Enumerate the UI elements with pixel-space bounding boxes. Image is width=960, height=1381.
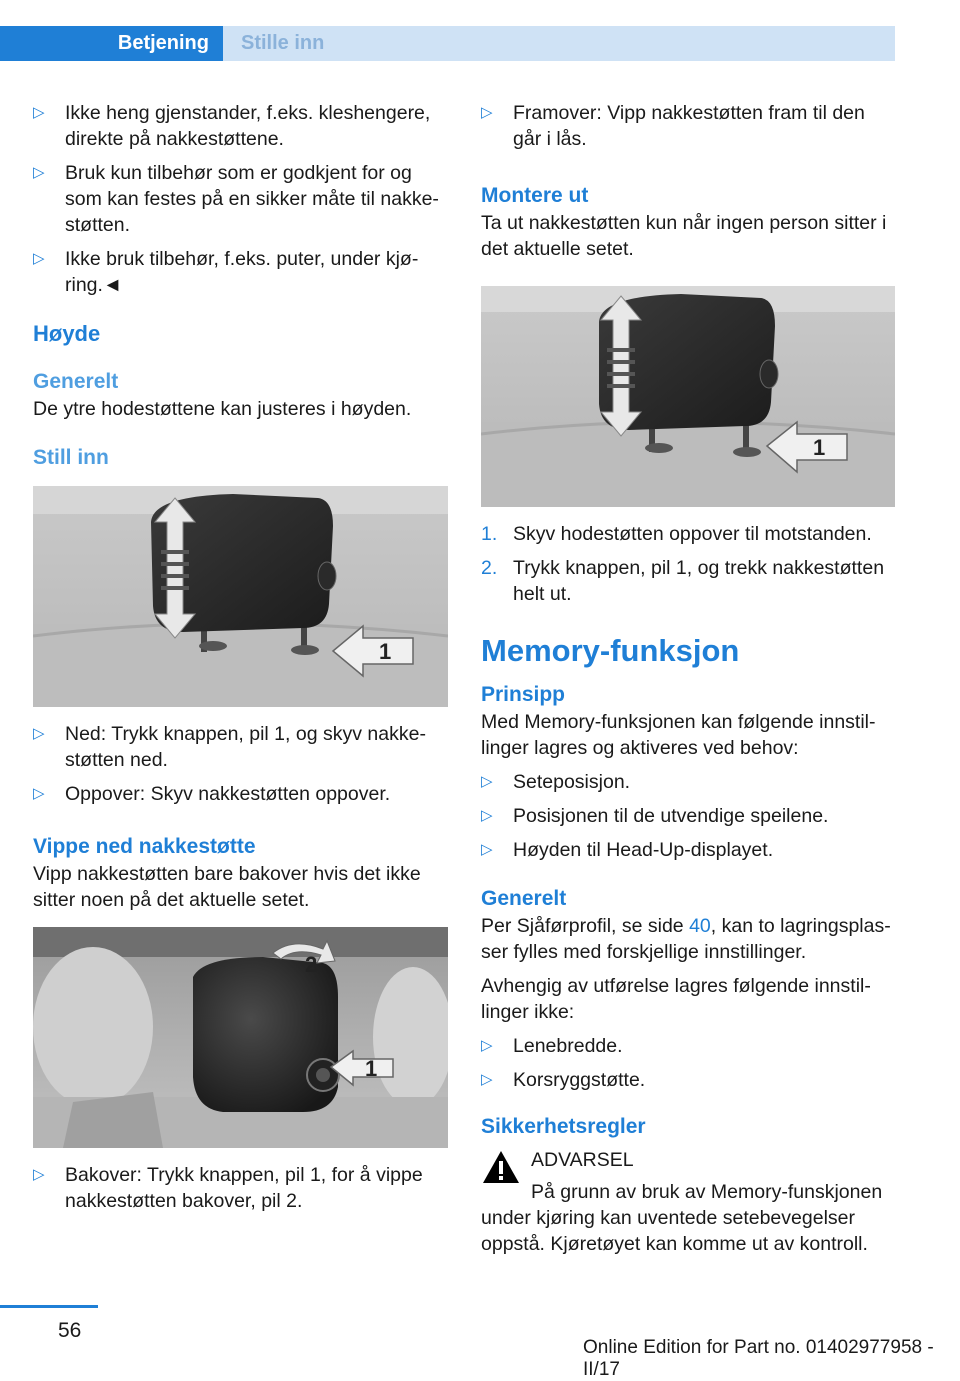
heading-vippe-ned: Vippe ned nakkestøtte <box>33 835 256 858</box>
text-montere-ut: Ta ut nakkestøtten kun når ingen person sitter i det aktuelle setet. <box>481 212 887 260</box>
avhengig-bullet-list <box>481 1033 896 1093</box>
list-item: ▷ Lenebredde. <box>481 1035 623 1057</box>
list-item: ▷ Bakover: Trykk knappen, pil 1, for å vippe nakkestøtten bakover, pil 2. <box>33 1164 423 1212</box>
headrest-height-illustration <box>33 486 448 707</box>
warning-text-continued: under kjøring kan uventede setebevegelser oppstå. Kjøretøyet kan komme ut av kontroll. <box>481 1207 868 1255</box>
triangle-bullet-icon: ▷ <box>481 1037 493 1054</box>
list-item: ▷ Oppover: Skyv nakkestøtten oppover. <box>33 783 391 805</box>
list-item: ▷ Seteposisjon. <box>481 771 631 793</box>
footer-rule <box>0 1305 98 1308</box>
left-column <box>33 100 448 1222</box>
heading-hoyde: Høyde <box>33 321 101 346</box>
text-vippe: Vipp nakkestøtten bare bakover hvis det ikke sitter noen på det aktuelle setet. <box>33 863 421 911</box>
headrest-removal-figure <box>481 286 895 507</box>
triangle-bullet-icon: ▷ <box>481 1071 493 1088</box>
warning-bullet-list <box>33 100 448 298</box>
triangle-bullet-icon: ▷ <box>33 164 45 181</box>
text-generelt: De ytre hodestøttene kan justeres i høyden. <box>33 398 412 420</box>
heading-generelt: Generelt <box>33 370 119 393</box>
heading-generelt-memory: Generelt <box>481 887 567 910</box>
page-link-40[interactable]: 40 <box>689 915 711 937</box>
warning-box <box>481 1147 896 1205</box>
headrest-tilt-figure <box>33 927 448 1148</box>
warning-text-line-1: På grunn av bruk av Memory-funskjonen <box>531 1181 883 1203</box>
list-item: ▷ Høyden til Head-Up-displayet. <box>481 839 774 861</box>
triangle-bullet-icon: ▷ <box>33 785 45 802</box>
page-header <box>0 0 960 64</box>
triangle-bullet-icon: ▷ <box>481 104 493 121</box>
heading-memory-funksjon: Memory-funksjon <box>481 633 740 668</box>
headrest-height-figure <box>33 486 448 707</box>
warning-triangle-icon <box>481 1149 521 1185</box>
warning-title: ADVARSEL <box>531 1149 634 1171</box>
list-item: ▷ Korsryggstøtte. <box>481 1069 646 1091</box>
headrest-removal-illustration <box>481 286 895 507</box>
text-prinsipp: Med Memory-funksjonen kan følgende innstillinger lagres og aktiveres ved behov: <box>481 711 876 759</box>
headrest-tilt-illustration <box>33 927 448 1148</box>
right-column <box>481 100 896 1257</box>
text-avhengig: Avhengig av utførelse lagres følgende innstillinger ikke: <box>481 975 871 1023</box>
arrow-label-2: 2 <box>305 952 318 977</box>
list-item: ▷ Framover: Vipp nakkestøtten fram til den går i lås. <box>481 102 865 150</box>
heading-prinsipp: Prinsipp <box>481 683 566 706</box>
removal-steps-list <box>481 521 896 607</box>
list-item: ▷ Bruk kun tilbehør som er godkjent for og som kan festes på en sikker måte til nakkestøtten. <box>33 162 439 236</box>
list-item: 1. Skyv hodestøtten oppover til motstanden. <box>481 523 872 545</box>
prinsipp-bullet-list <box>481 769 896 863</box>
adjust-bullet-list <box>33 721 448 807</box>
heading-sikkerhetsregler: Sikkerhetsregler <box>481 1115 646 1138</box>
edition-text: Online Edition for Part no. 01402977958 - II/17 <box>583 1337 934 1380</box>
framover-bullet-list <box>481 100 896 152</box>
triangle-bullet-icon: ▷ <box>33 1166 45 1183</box>
triangle-bullet-icon: ▷ <box>33 250 45 267</box>
text-sjaforprofil: Per Sjåførprofil, se side 40, kan to lagringsplasser fylles med forskjellige innstillinger. <box>481 915 891 963</box>
arrow-label-1: 1 <box>365 1056 378 1081</box>
triangle-bullet-icon: ▷ <box>33 725 45 742</box>
heading-still-inn: Still inn <box>33 446 109 469</box>
arrow-label-1: 1 <box>379 639 392 664</box>
heading-montere-ut: Montere ut <box>481 184 589 207</box>
triangle-bullet-icon: ▷ <box>33 104 45 121</box>
triangle-bullet-icon: ▷ <box>481 807 493 824</box>
tab-betjening[interactable]: Betjening <box>0 26 223 61</box>
triangle-bullet-icon: ▷ <box>481 841 493 858</box>
tab-stille-inn[interactable]: Stille inn <box>223 26 895 61</box>
tilt-bullet-list <box>33 1162 448 1214</box>
page-number: 56 <box>58 1319 82 1342</box>
list-item: 2. Trykk knappen, pil 1, og trekk nakkestøtten helt ut. <box>481 557 885 605</box>
triangle-bullet-icon: ▷ <box>481 773 493 790</box>
arrow-label-1: 1 <box>813 435 826 460</box>
list-item: ▷ Ikke bruk tilbehør, f.eks. puter, under kjøring.◄ <box>33 248 419 296</box>
list-item: ▷ Ikke heng gjenstander, f.eks. kleshengere, direkte på nakkestøttene. <box>33 102 431 150</box>
list-item: ▷ Ned: Trykk knappen, pil 1, og skyv nakkestøtten ned. <box>33 723 426 771</box>
list-item: ▷ Posisjonen til de utvendige speilene. <box>481 805 829 827</box>
